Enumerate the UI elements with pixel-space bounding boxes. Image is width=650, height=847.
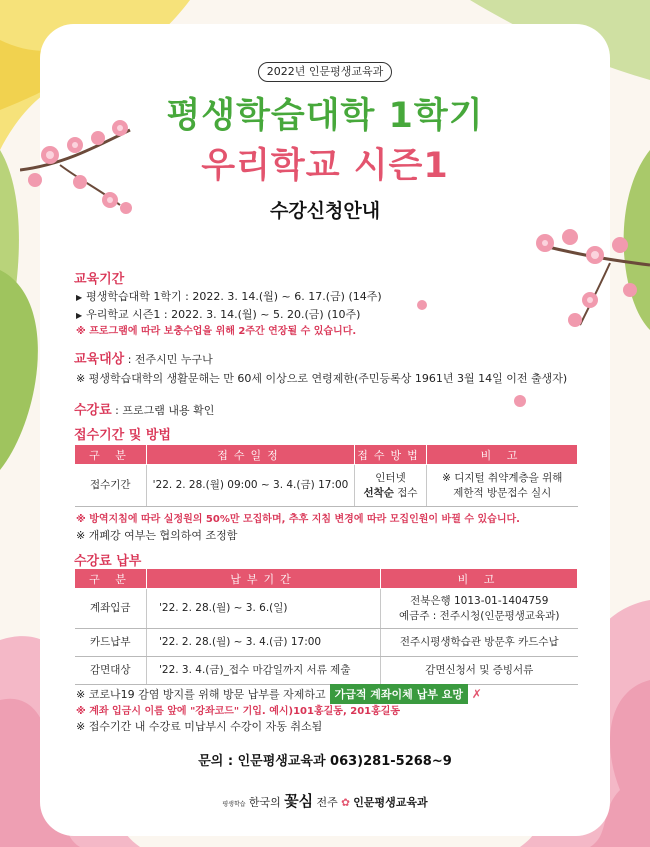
pay-remark: 전북은행 1013-01-1404759 예금주 : 전주시청(인문평생교육과) (381, 589, 578, 629)
col-header: 구 분 (75, 445, 147, 465)
table-header-row (75, 569, 578, 589)
col-header: 구 분 (75, 569, 147, 589)
registration-note: ※ 개폐강 여부는 협의하여 조정함 (76, 529, 238, 542)
education-period-heading: 교육기간 (74, 272, 125, 287)
pay-remark: 감면신청서 및 증빙서류 (381, 657, 578, 685)
reg-schedule: '22. 2. 28.(월) 09:00 ~ 3. 4.(금) 17:00 (147, 465, 355, 507)
main-title: 평생학습대학 1학기 (166, 96, 484, 136)
blossom-branch-right (520, 215, 650, 335)
reg-method: 인터넷 선착순 접수 (355, 465, 427, 507)
main-title-season: 우리학교 시즌1 (201, 146, 449, 186)
col-header: 접수방법 (355, 445, 427, 465)
period-item: ▶ 평생학습대학 1학기 : 2022. 3. 14.(월) ~ 6. 17.(금) (14주) (76, 290, 382, 303)
table-row (75, 465, 578, 507)
col-header: 접수일정 (147, 445, 355, 465)
target-note: ※ 평생학습대학의 생활문해는 만 60세 이상으로 연령제한(주민등록상 1961년 3월 14일 이전 출생자) (76, 372, 568, 385)
petal-icon (415, 298, 429, 312)
period-note: ※ 프로그램에 따라 보충수업을 위해 2주간 연장될 수 있습니다. (76, 326, 357, 337)
fee-heading: 수강료 : 프로그램 내용 확인 (74, 403, 215, 418)
department-badge: 2022년 인문평생교육과 (258, 62, 392, 82)
footer-logo: 평생학습 한국의 꽃심 전주 ✿ 인문평생교육과 (222, 792, 428, 810)
reg-category: 접수기간 (75, 465, 147, 507)
registration-heading: 접수기간 및 방법 (74, 428, 171, 443)
payment-table (74, 568, 578, 685)
pay-period: '22. 2. 28.(월) ~ 3. 4.(금) 17:00 (147, 629, 381, 657)
payment-heading: 수강료 납부 (74, 554, 142, 569)
table-row (75, 629, 578, 657)
pay-remark: 전주시평생학습관 방문후 카드수납 (381, 629, 578, 657)
brand-logo: 꽃심 (284, 792, 314, 810)
col-header: 비 고 (381, 569, 578, 589)
pay-category: 계좌입금 (75, 589, 147, 629)
triangle-icon: ▶ (76, 311, 83, 320)
check-mark-icon: ✗ (467, 687, 482, 701)
petal-icon (512, 393, 528, 409)
contact-info: 문의 : 인문평생교육과 063)281-5268~9 (198, 754, 452, 769)
subtitle: 수강신청안내 (269, 200, 381, 222)
triangle-icon: ▶ (76, 293, 83, 302)
col-header: 비 고 (427, 445, 578, 465)
payment-note-1: ※ 코로나19 감염 방지를 위해 방문 납부를 자제하고 가급적 계좌이체 납부 요망 ✗ (76, 684, 482, 704)
registration-table (74, 444, 578, 507)
target-heading: 교육대상 : 전주시민 누구나 (74, 352, 213, 367)
table-header-row (75, 445, 578, 465)
highlight-box: 가급적 계좌이체 납부 요망 (330, 684, 468, 704)
pay-category: 감면대상 (75, 657, 147, 685)
payment-red-note: ※ 계좌 입금시 이름 앞에 "강좌코드" 기입. 예시)101홍길동, 201홍길동 (76, 706, 401, 717)
registration-red-note: ※ 방역지침에 따라 실정원의 50%만 모집하며, 추후 지침 변경에 따라 모집인원이 바뀔 수 있습니다. (76, 514, 520, 525)
payment-note-3: ※ 접수기간 내 수강료 미납부시 수강이 자동 취소됨 (76, 720, 323, 733)
flower-icon: ✿ (341, 797, 350, 809)
pay-period: '22. 2. 28.(월) ~ 3. 6.(일) (147, 589, 381, 629)
target-value: : 전주시민 누구나 (124, 353, 213, 366)
table-row (75, 657, 578, 685)
pay-category: 카드납부 (75, 629, 147, 657)
fee-value: : 프로그램 내용 확인 (111, 404, 215, 417)
period-item: ▶ 우리학교 시즌1 : 2022. 3. 14.(월) ~ 5. 20.(금) (10주) (76, 308, 361, 321)
table-row (75, 589, 578, 629)
reg-remark: ※ 디지털 취약계층을 위해 제한적 방문접수 실시 (427, 465, 578, 507)
pay-period: '22. 3. 4.(금)_접수 마감일까지 서류 제출 (147, 657, 381, 685)
col-header: 납부기간 (147, 569, 381, 589)
